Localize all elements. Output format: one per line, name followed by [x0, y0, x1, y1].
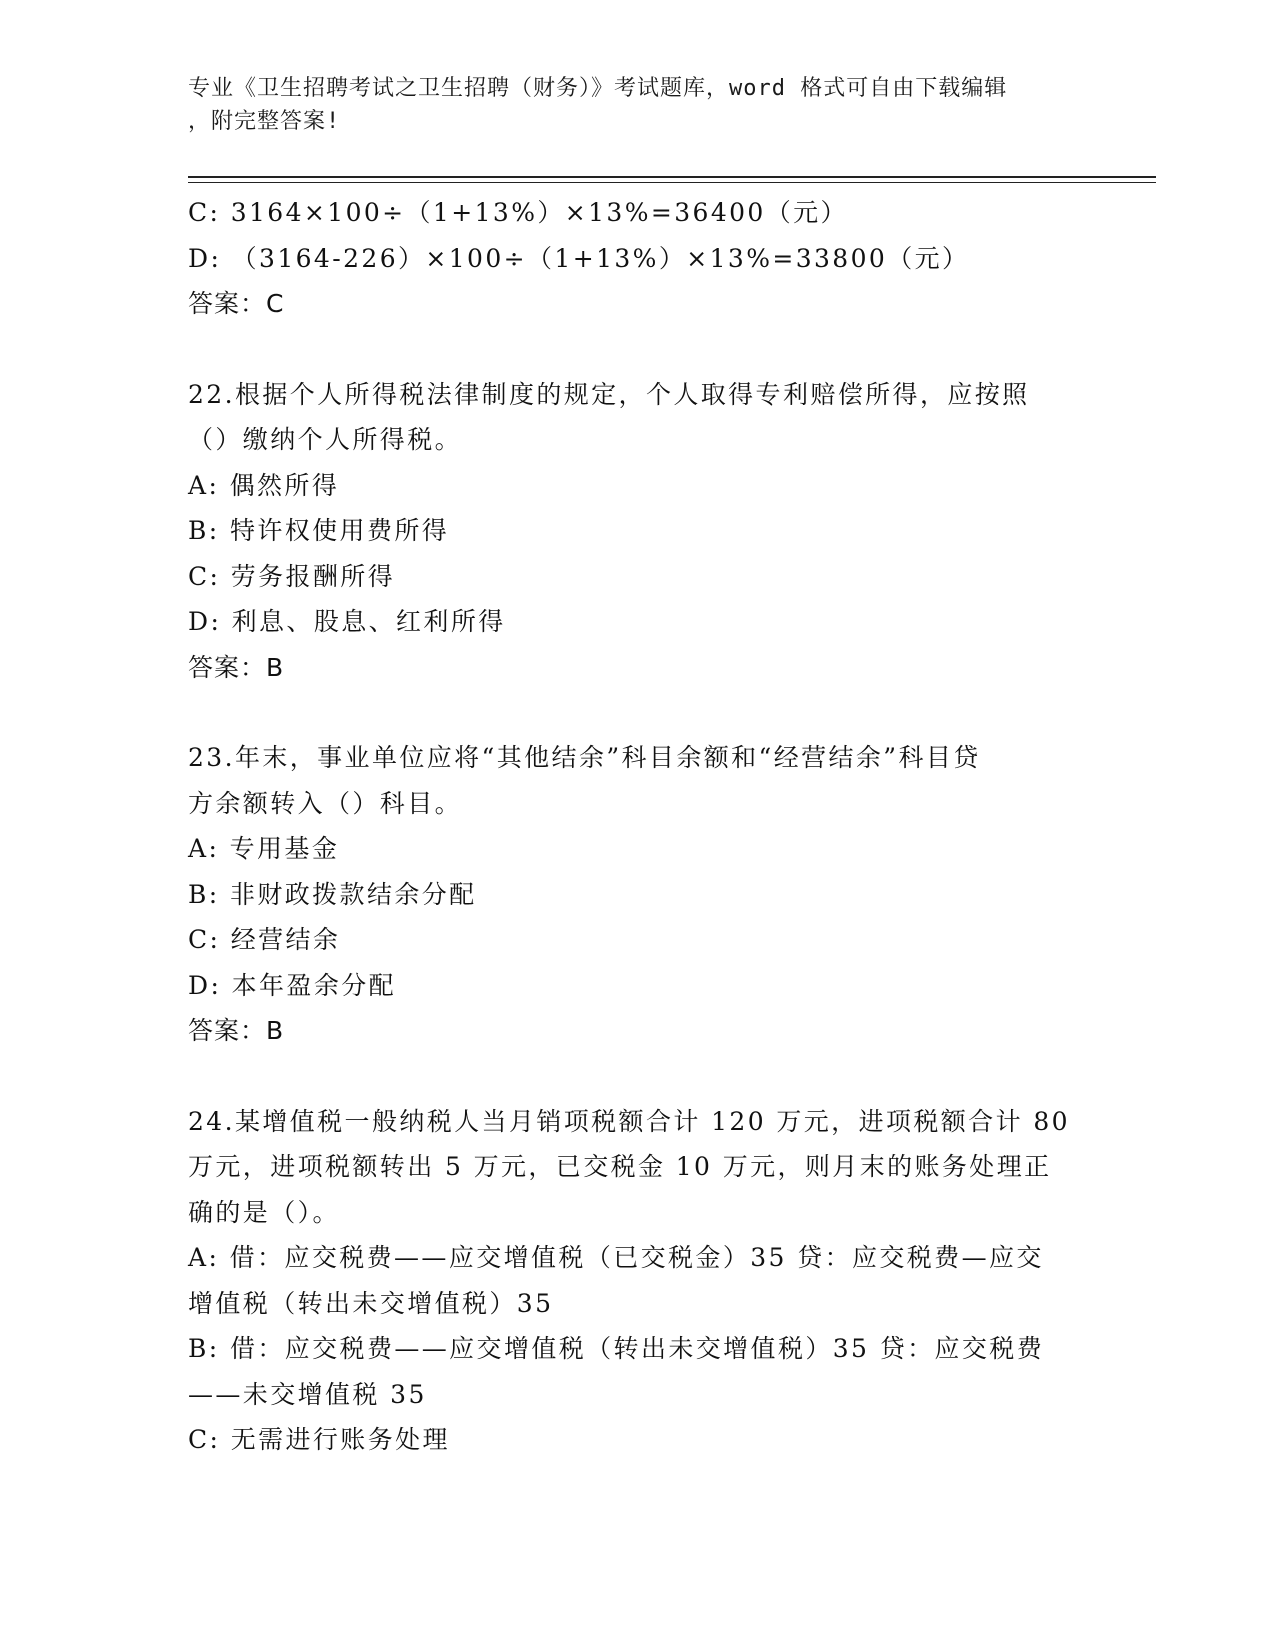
option-a-continued: 增值税（转出未交增值税）35: [188, 1288, 554, 1318]
question-stem: 确的是（）。: [188, 1197, 340, 1227]
spacer: [188, 327, 1088, 372]
header-rule-thick: [188, 176, 1156, 178]
header-rule-thin: [188, 182, 1156, 183]
option-c: C: 劳务报酬所得: [188, 561, 396, 591]
question-22: [188, 372, 1088, 691]
question-stem: 22.根据个人所得税法律制度的规定，个人取得专利赔偿所得，应按照: [188, 379, 1030, 409]
option-b: B: 借：应交税费——应交增值税（转出未交增值税）35 贷：应交税费: [188, 1334, 1045, 1363]
answer: 答案：B: [188, 1016, 285, 1045]
question-stem: （）缴纳个人所得税。: [188, 425, 463, 454]
option-a: A: 专用基金: [188, 834, 340, 863]
option-a: A: 借：应交税费——应交增值税（已交税金）35 贷：应交税费—应交: [188, 1243, 1044, 1272]
spacer: [188, 690, 1088, 735]
option-d: D: 利息、股息、红利所得: [188, 607, 506, 636]
question-stem: 24.某增值税一般纳税人当月销项税额合计 120 万元，进项税额合计 80: [188, 1106, 1070, 1136]
header-line-2: ，附完整答案!: [188, 109, 341, 134]
page-header: [188, 72, 1088, 138]
option-c: C: 无需进行账务处理: [188, 1425, 450, 1454]
option-c: C: 经营结余: [188, 925, 341, 954]
question-23: [188, 735, 1088, 1054]
question-stem: 万元，进项税额转出 5 万元，已交税金 10 万元，则月末的账务处理正: [188, 1152, 1052, 1181]
answer: 答案：C: [188, 289, 285, 318]
header-line-1: 专业《卫生招聘考试之卫生招聘（财务）》考试题库，word 格式可自由下载编辑: [188, 76, 1008, 101]
option-c: C: 3164×100÷（1+13%）×13%=36400（元）: [188, 198, 848, 227]
question-stem: 23.年末，事业单位应将“其他结余”科目余额和“经营结余”科目贷: [188, 743, 981, 772]
question-stem: 方余额转入（）科目。: [188, 788, 463, 818]
question-24: [188, 1099, 1088, 1463]
option-d: D: 本年盈余分配: [188, 970, 397, 1000]
answer: 答案：B: [188, 652, 285, 682]
option-a: A: 偶然所得: [188, 470, 340, 500]
option-b-continued: ——未交增值税 35: [188, 1379, 427, 1409]
option-b: B: 特许权使用费所得: [188, 516, 450, 545]
option-d: D: （3164-226）×100÷（1+13%）×13%=33800（元）: [188, 243, 970, 273]
question-21-tail: [188, 190, 1088, 327]
question-content: [188, 190, 1088, 1463]
spacer: [188, 1054, 1088, 1099]
option-b: B: 非财政拨款结余分配: [188, 879, 477, 909]
